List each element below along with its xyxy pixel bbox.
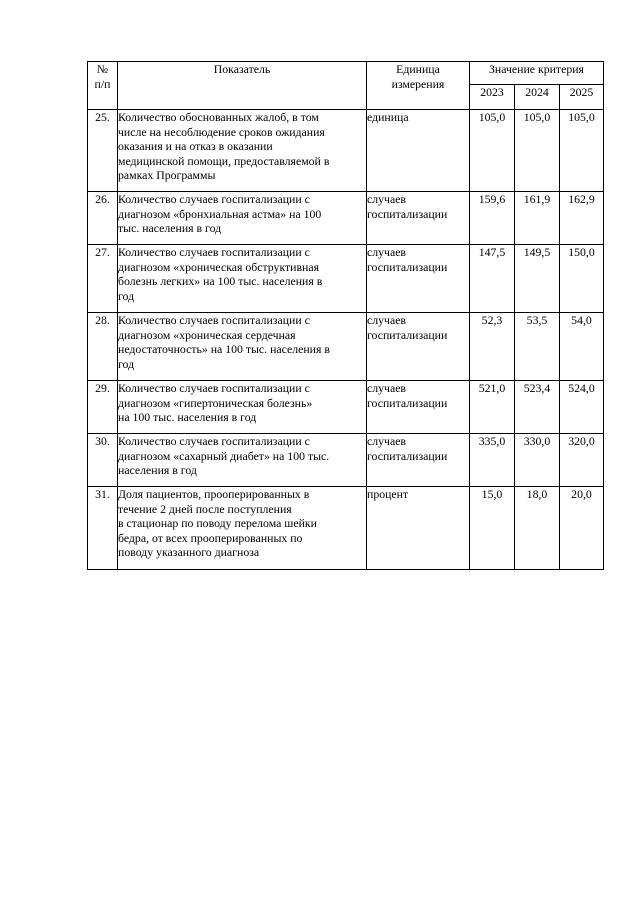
unit-of-measure	[367, 381, 470, 434]
header-year: 2023	[470, 85, 515, 110]
indicator-name-line: диагнозом «хроническая сердечная	[118, 327, 296, 342]
criterion-value-2025: 54,0	[560, 313, 604, 381]
indicator-name-line: Количество обоснованных жалоб, в том	[118, 110, 319, 124]
table-row	[88, 434, 604, 487]
criterion-value-2023: 159,6	[470, 192, 515, 245]
row-number: 28.	[88, 313, 118, 381]
unit-line: госпитализации	[367, 448, 448, 463]
indicator-name	[118, 192, 367, 245]
indicator-name-line: диагнозом «сахарный диабет» на 100 тыс.	[118, 448, 330, 463]
row-number: 29.	[88, 381, 118, 434]
indicator-name-line: медицинской помощи, предоставляемой в	[118, 153, 330, 168]
unit-line: госпитализации	[367, 259, 448, 274]
unit-line: госпитализации	[367, 395, 448, 410]
criterion-value-2023: 105,0	[470, 110, 515, 192]
table-row	[88, 381, 604, 434]
criteria-table	[87, 61, 604, 570]
indicator-name-line: тыс. населения в год	[118, 221, 222, 236]
indicator-name-line: оказания и на отказ в оказании	[118, 139, 273, 154]
table-row	[88, 313, 604, 381]
criterion-value-2023: 52,3	[470, 313, 515, 381]
table-row	[88, 487, 604, 570]
indicator-name	[118, 245, 367, 313]
indicator-name-line: числе на несоблюдение сроков ожидания	[118, 124, 325, 139]
table-body	[88, 110, 604, 570]
indicator-name-line: Количество случаев госпитализации с	[118, 434, 310, 448]
indicator-name-line: недостаточность» на 100 тыс. населения в	[118, 342, 330, 357]
criterion-value-2025: 150,0	[560, 245, 604, 313]
indicator-name-line: Количество случаев госпитализации с	[118, 245, 310, 259]
indicator-name-line: диагнозом «хроническая обструктивная	[118, 259, 320, 274]
indicator-name-line: течение 2 дней после поступления	[118, 501, 292, 516]
indicator-name-line: Количество случаев госпитализации с	[118, 313, 310, 327]
indicator-name-line: диагнозом «бронхиальная астма» на 100	[118, 206, 322, 221]
header-year: 2024	[515, 85, 560, 110]
unit-of-measure	[367, 434, 470, 487]
criterion-value-2024: 18,0	[515, 487, 560, 570]
table-row	[88, 245, 604, 313]
unit-line: случаев	[367, 192, 406, 206]
unit-line: госпитализации	[367, 206, 448, 221]
criterion-value-2025: 105,0	[560, 110, 604, 192]
row-number: 30.	[88, 434, 118, 487]
row-number: 25.	[88, 110, 118, 192]
header-row	[88, 62, 604, 85]
unit-of-measure	[367, 487, 470, 570]
unit-of-measure	[367, 192, 470, 245]
indicator-name-line: болезнь легких» на 100 тыс. населения в	[118, 274, 323, 289]
header-indicator: Показатель	[118, 62, 367, 110]
row-number: 27.	[88, 245, 118, 313]
criterion-value-2024: 149,5	[515, 245, 560, 313]
criterion-value-2024: 523,4	[515, 381, 560, 434]
header-number-label: п/п	[94, 76, 111, 91]
header-year: 2025	[560, 85, 604, 110]
criterion-value-2023: 335,0	[470, 434, 515, 487]
criterion-value-2024: 161,9	[515, 192, 560, 245]
unit-line: случаев	[367, 313, 406, 327]
unit-line: процент	[367, 487, 409, 501]
indicator-name	[118, 434, 367, 487]
header-criterion: Значение критерия	[470, 62, 604, 85]
criterion-value-2025: 320,0	[560, 434, 604, 487]
unit-of-measure	[367, 313, 470, 381]
unit-line: случаев	[367, 245, 406, 259]
indicator-name-line: Доля пациентов, прооперированных в	[118, 487, 310, 501]
header-unit-line: измерения	[391, 76, 445, 91]
indicator-name-line: поводу указанного диагноза	[118, 545, 260, 560]
header-unit-line: Единица	[396, 62, 440, 76]
indicator-name-line: Количество случаев госпитализации с	[118, 381, 310, 395]
criterion-value-2023: 521,0	[470, 381, 515, 434]
indicator-name-line: год	[118, 356, 135, 371]
indicator-name-line: Количество случаев госпитализации с	[118, 192, 310, 206]
row-number: 31.	[88, 487, 118, 570]
unit-line: случаев	[367, 381, 406, 395]
indicator-name-line: бедра, от всех прооперированных по	[118, 530, 303, 545]
criterion-value-2023: 15,0	[470, 487, 515, 570]
criterion-value-2025: 524,0	[560, 381, 604, 434]
criterion-value-2023: 147,5	[470, 245, 515, 313]
indicator-name-line: на 100 тыс. населения в год	[118, 410, 257, 425]
criterion-value-2024: 105,0	[515, 110, 560, 192]
indicator-name-line: населения в год	[118, 463, 197, 478]
unit-line: госпитализации	[367, 327, 448, 342]
criterion-value-2025: 20,0	[560, 487, 604, 570]
unit-of-measure	[367, 110, 470, 192]
criterion-value-2024: 53,5	[515, 313, 560, 381]
indicator-name-line: диагнозом «гипертоническая болезнь»	[118, 395, 313, 410]
unit-line: единица	[367, 110, 409, 124]
indicator-name-line: в стационар по поводу перелома шейки	[118, 516, 317, 531]
table-row	[88, 192, 604, 245]
criterion-value-2025: 162,9	[560, 192, 604, 245]
unit-line: случаев	[367, 434, 406, 448]
header-number	[88, 62, 118, 110]
row-number: 26.	[88, 192, 118, 245]
indicator-name	[118, 487, 367, 570]
criterion-value-2024: 330,0	[515, 434, 560, 487]
indicator-name	[118, 381, 367, 434]
header-number-symbol: №	[96, 62, 109, 76]
indicator-name-line: год	[118, 288, 135, 303]
indicator-name-line: рамках Программы	[118, 168, 216, 183]
header-unit	[367, 62, 470, 110]
indicator-name	[118, 110, 367, 192]
table-row	[88, 110, 604, 192]
unit-of-measure	[367, 245, 470, 313]
indicator-name	[118, 313, 367, 381]
